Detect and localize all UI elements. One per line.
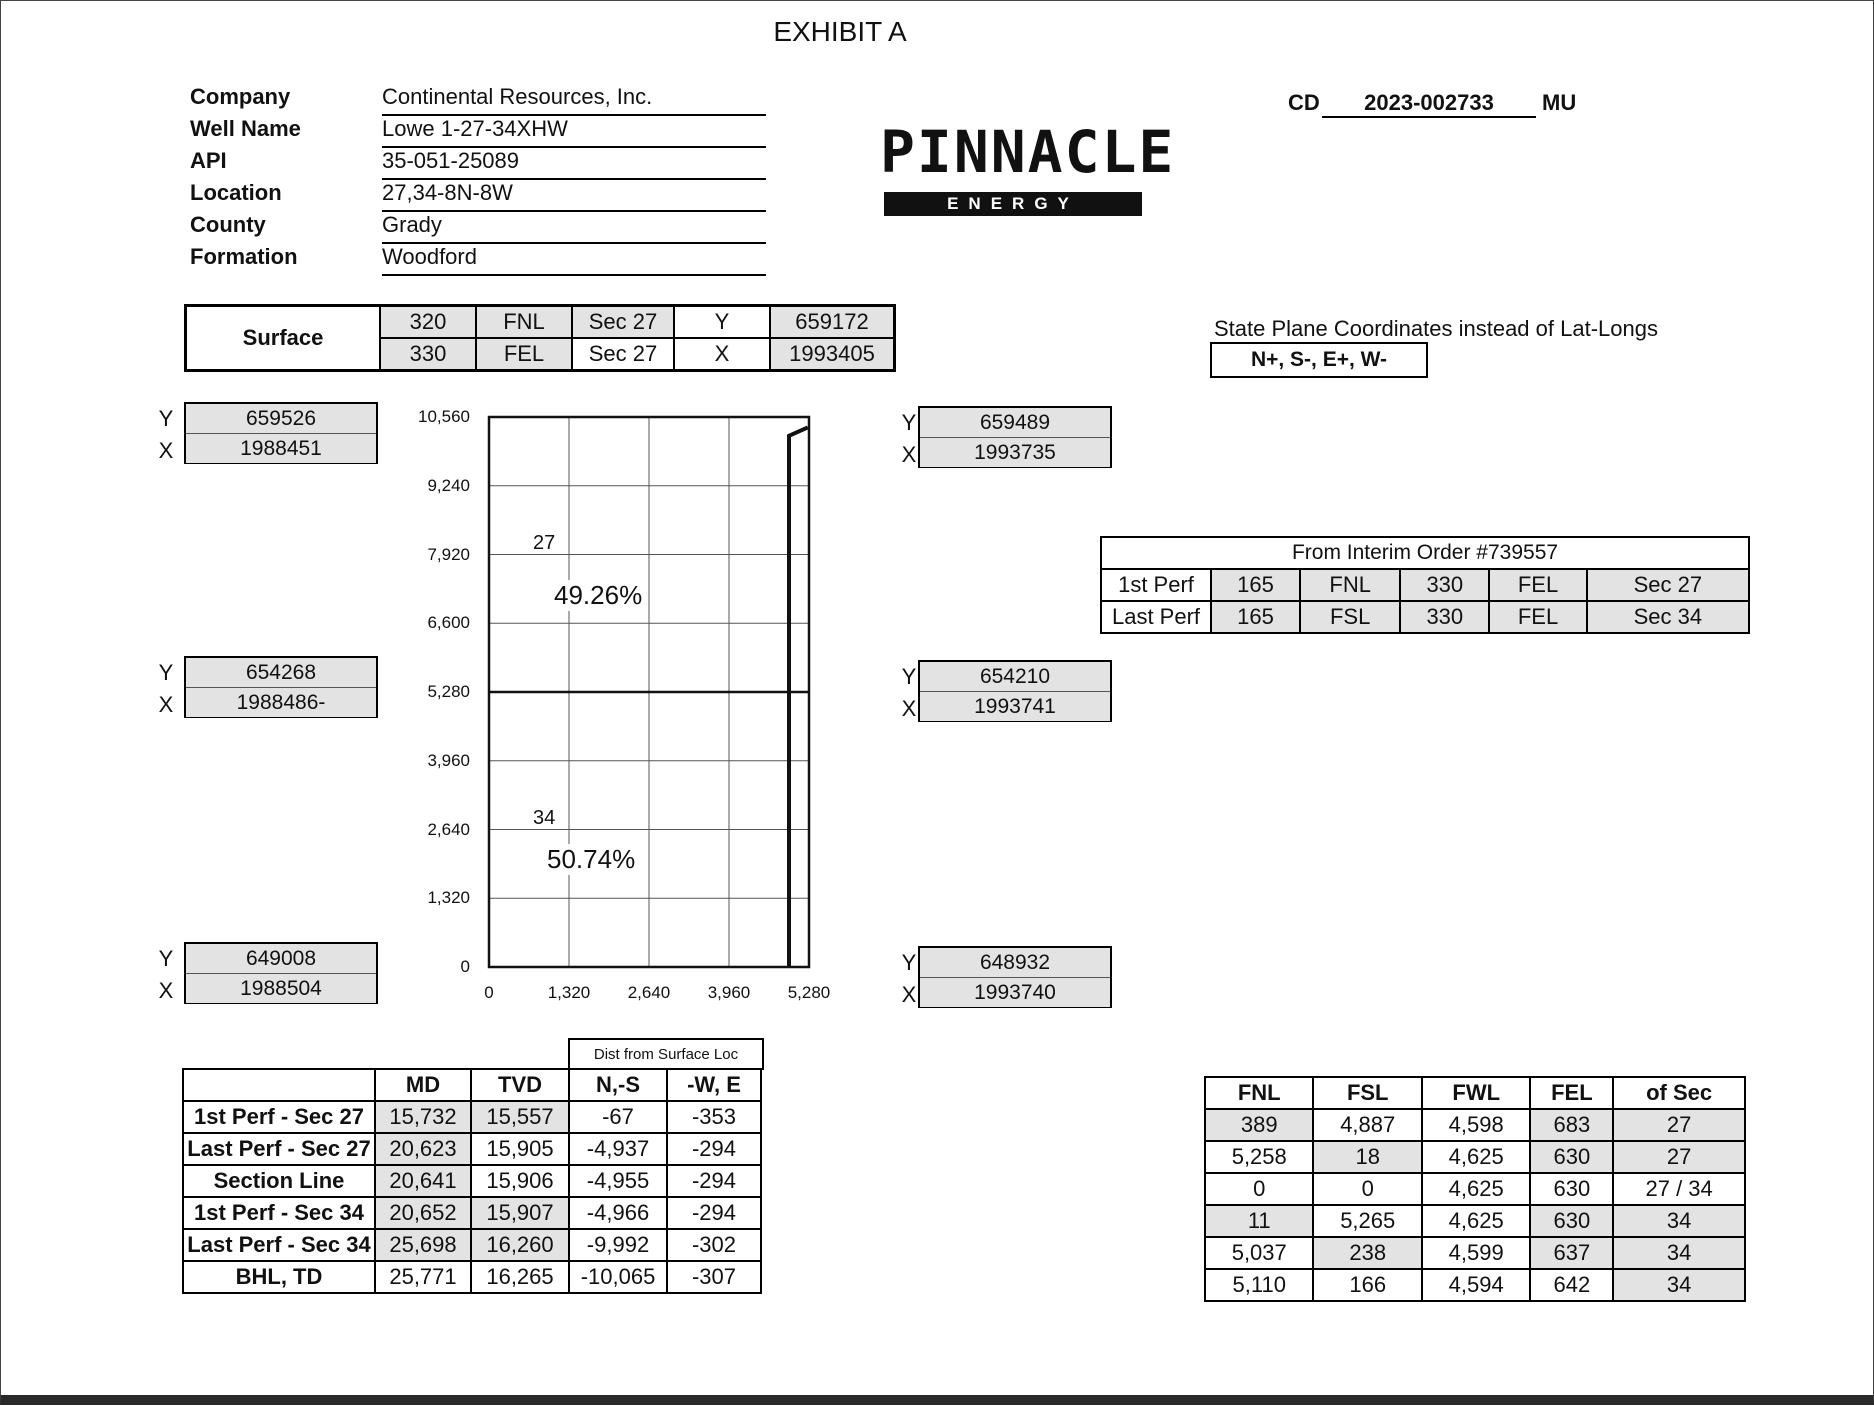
y-tick-label: 6,600: [427, 613, 470, 633]
surface-cell: Y: [674, 306, 770, 339]
value-well-name: Lowe 1-27-34XHW: [382, 116, 766, 148]
footage-cell: 27 / 34: [1613, 1173, 1745, 1205]
y-tick-label: 2,640: [427, 819, 470, 839]
footage-cell: 238: [1313, 1237, 1421, 1269]
dist-row: [183, 1101, 761, 1133]
footage-header: FEL: [1530, 1077, 1613, 1109]
interim-cell: Last Perf: [1101, 601, 1211, 633]
label-company: Company: [190, 84, 291, 109]
dist-cell: 15,905: [471, 1133, 569, 1165]
dist-cell: 16,260: [471, 1229, 569, 1261]
x-axis-letter: X: [158, 692, 174, 717]
footage-row: [1205, 1237, 1745, 1269]
y-tick-label: 5,280: [427, 682, 470, 701]
footage-row: [1205, 1205, 1745, 1237]
well-path: [789, 427, 808, 967]
footage-row: [1205, 1109, 1745, 1141]
dist-cell: -4,937: [569, 1133, 667, 1165]
cd-suffix: MU: [1542, 90, 1577, 115]
dist-cell: Section Line: [183, 1165, 375, 1197]
y-tick-label: 9,240: [427, 475, 470, 495]
coord-box-left-mid: [184, 656, 378, 718]
dist-cell: 20,641: [375, 1165, 471, 1197]
footage-cell: 5,037: [1205, 1237, 1313, 1269]
value-api: 35-051-25089: [382, 148, 766, 180]
surface-table: [184, 304, 896, 372]
label-location: Location: [190, 180, 282, 205]
dist-cell: 20,652: [375, 1197, 471, 1229]
footage-row: [1205, 1173, 1745, 1205]
y-tick-label: 0: [460, 957, 470, 976]
x-axis-letter: X: [901, 442, 917, 467]
logo-wordmark: PINNACLE: [880, 118, 1176, 186]
x-tick-label: 0: [484, 983, 494, 1002]
cd-number: 2023-002733: [1322, 90, 1536, 118]
footage-cell: 683: [1530, 1109, 1613, 1141]
footage-header: FSL: [1313, 1077, 1421, 1109]
x-tick-label: 3,960: [707, 983, 751, 1002]
y-tick-label: 10,560: [418, 407, 470, 426]
page-title: EXHIBIT A: [773, 16, 907, 47]
dist-row: [183, 1229, 761, 1261]
section-plat-chart: [400, 400, 840, 1000]
dist-cell: 25,698: [375, 1229, 471, 1261]
interim-cell: Sec 34: [1587, 601, 1749, 633]
x-tick-label: 2,640: [627, 983, 671, 1002]
interim-cell: FNL: [1300, 569, 1400, 601]
state-plane-convention: N+, S-, E+, W-: [1210, 342, 1428, 378]
coord-y: 649008: [186, 944, 376, 973]
section-percent-label: 50.74%: [547, 844, 636, 874]
x-axis-letter: X: [901, 696, 917, 721]
coord-x: 1988504: [186, 973, 376, 1003]
label-well-name: Well Name: [190, 116, 301, 141]
surface-cell: 1993405: [770, 338, 895, 371]
dist-cell: 15,907: [471, 1197, 569, 1229]
interim-cell: 165: [1211, 601, 1300, 633]
y-axis-letter: Y: [158, 660, 174, 685]
coord-y: 654210: [920, 662, 1110, 691]
dist-cell: -10,065: [569, 1261, 667, 1293]
coord-x: 1993735: [920, 437, 1110, 467]
interim-cell: FEL: [1489, 569, 1586, 601]
interim-cell: Sec 27: [1587, 569, 1749, 601]
value-location: 27,34-8N-8W: [382, 180, 766, 212]
dist-cell: 15,906: [471, 1165, 569, 1197]
value-formation: Woodford: [382, 244, 766, 276]
y-tick-label: 7,920: [427, 544, 470, 564]
surface-cell: Sec 27: [572, 338, 674, 371]
coord-box-right-mid: [918, 660, 1112, 722]
surface-cell: FNL: [476, 306, 572, 339]
cd-prefix: CD: [1288, 90, 1320, 115]
footage-row: [1205, 1141, 1745, 1173]
footage-row: [1205, 1269, 1745, 1301]
coord-x: 1993740: [920, 977, 1110, 1007]
y-axis-letter: Y: [901, 950, 917, 975]
dist-header: -W, E: [667, 1069, 761, 1101]
coord-y: 648932: [920, 948, 1110, 977]
surface-cell: Sec 27: [572, 306, 674, 339]
footage-cell: 4,594: [1422, 1269, 1530, 1301]
surface-cell: 320: [380, 306, 476, 339]
interim-cell: 330: [1400, 569, 1489, 601]
logo-subtitle: ENERGY: [884, 192, 1142, 216]
interim-order-table: [1100, 536, 1750, 634]
dist-cell: 15,732: [375, 1101, 471, 1133]
footage-cell: 4,625: [1422, 1205, 1530, 1237]
dist-cell: 25,771: [375, 1261, 471, 1293]
state-plane-label: State Plane Coordinates instead of Lat-Longs: [1214, 316, 1658, 341]
dist-row: [183, 1133, 761, 1165]
coord-x: 1993741: [920, 691, 1110, 721]
dist-cell: -353: [667, 1101, 761, 1133]
surface-cell: FEL: [476, 338, 572, 371]
footage-cell: 637: [1530, 1237, 1613, 1269]
label-api: API: [190, 148, 227, 173]
y-tick-label: 3,960: [427, 750, 470, 770]
x-axis-letter: X: [158, 978, 174, 1003]
dist-cell: -4,955: [569, 1165, 667, 1197]
y-axis-letter: Y: [158, 406, 174, 431]
dist-row: [183, 1165, 761, 1197]
section-number-label: 27: [533, 532, 556, 554]
dist-cell: -294: [667, 1133, 761, 1165]
dist-cell: 16,265: [471, 1261, 569, 1293]
footage-cell: 4,887: [1313, 1109, 1421, 1141]
footage-cell: 0: [1313, 1173, 1421, 1205]
footage-header: FWL: [1422, 1077, 1530, 1109]
footage-cell: 34: [1613, 1205, 1745, 1237]
y-tick-label: 1,320: [427, 888, 470, 908]
footage-cell: 4,625: [1422, 1173, 1530, 1205]
footage-cell: 5,110: [1205, 1269, 1313, 1301]
surface-cell: 659172: [770, 306, 895, 339]
footage-cell: 27: [1613, 1109, 1745, 1141]
y-axis-letter: Y: [901, 410, 917, 435]
coord-box-left-bot: [184, 942, 378, 1004]
dist-header: N,-S: [569, 1069, 667, 1101]
footage-cell: 5,258: [1205, 1141, 1313, 1173]
footage-cell: 11: [1205, 1205, 1313, 1237]
dist-cell: -9,992: [569, 1229, 667, 1261]
interim-cell: 1st Perf: [1101, 569, 1211, 601]
footage-cell: 630: [1530, 1205, 1613, 1237]
interim-cell: 165: [1211, 569, 1300, 601]
interim-cell: FSL: [1300, 601, 1400, 633]
dist-table: [182, 1068, 762, 1294]
footage-cell: 27: [1613, 1141, 1745, 1173]
section-number-label: 34: [533, 807, 556, 829]
interim-order-title: From Interim Order #739557: [1101, 537, 1749, 569]
coord-box-left-top: [184, 402, 378, 464]
dist-cell: Last Perf - Sec 27: [183, 1133, 375, 1165]
dist-cell: 20,623: [375, 1133, 471, 1165]
coord-box-right-bot: [918, 946, 1112, 1008]
coord-y: 659489: [920, 408, 1110, 437]
footage-cell: 630: [1530, 1141, 1613, 1173]
dist-header: MD: [375, 1069, 471, 1101]
x-tick-label: 5,280: [787, 983, 831, 1002]
dist-cell: 1st Perf - Sec 27: [183, 1101, 375, 1133]
y-axis-letter: Y: [901, 664, 917, 689]
label-county: County: [190, 212, 266, 237]
footage-cell: 642: [1530, 1269, 1613, 1301]
dist-cell: -294: [667, 1197, 761, 1229]
dist-cell: 15,557: [471, 1101, 569, 1133]
footage-cell: 18: [1313, 1141, 1421, 1173]
footage-cell: 4,625: [1422, 1141, 1530, 1173]
dist-cell: BHL, TD: [183, 1261, 375, 1293]
interim-cell: 330: [1400, 601, 1489, 633]
footage-cell: 630: [1530, 1173, 1613, 1205]
section-percent-label: 49.26%: [554, 580, 643, 610]
label-formation: Formation: [190, 244, 298, 269]
surface-cell: 330: [380, 338, 476, 371]
x-axis-letter: X: [901, 982, 917, 1007]
footage-cell: 166: [1313, 1269, 1421, 1301]
value-county: Grady: [382, 212, 766, 244]
interim-cell: FEL: [1489, 601, 1586, 633]
footage-cell: 389: [1205, 1109, 1313, 1141]
surface-cell: X: [674, 338, 770, 371]
y-axis-letter: Y: [158, 946, 174, 971]
footage-cell: 5,265: [1313, 1205, 1421, 1237]
footage-header: of Sec: [1613, 1077, 1745, 1109]
coord-box-right-top: [918, 406, 1112, 468]
coord-x: 1988451: [186, 433, 376, 463]
value-company: Continental Resources, Inc.: [382, 84, 766, 116]
coord-y: 654268: [186, 658, 376, 687]
footage-header: FNL: [1205, 1077, 1313, 1109]
dist-row: [183, 1197, 761, 1229]
footage-cell: 4,598: [1422, 1109, 1530, 1141]
dist-cell: -294: [667, 1165, 761, 1197]
dist-cell: -302: [667, 1229, 761, 1261]
dist-group-header: Dist from Surface Loc: [568, 1038, 764, 1070]
coord-x: 1988486-: [186, 687, 376, 717]
footage-cell: 34: [1613, 1237, 1745, 1269]
dist-header: TVD: [471, 1069, 569, 1101]
x-tick-label: 1,320: [547, 983, 591, 1002]
dist-header: [183, 1069, 375, 1101]
footage-cell: 4,599: [1422, 1237, 1530, 1269]
dist-cell: Last Perf - Sec 34: [183, 1229, 375, 1261]
footage-cell: 34: [1613, 1269, 1745, 1301]
footage-cell: 0: [1205, 1173, 1313, 1205]
dist-cell: -307: [667, 1261, 761, 1293]
x-axis-letter: X: [158, 438, 174, 463]
company-logo: [880, 118, 1176, 222]
dist-cell: -67: [569, 1101, 667, 1133]
dist-row: [183, 1261, 761, 1293]
coord-y: 659526: [186, 404, 376, 433]
dist-cell: -4,966: [569, 1197, 667, 1229]
footage-table: [1204, 1076, 1746, 1302]
surface-label: Surface: [186, 306, 381, 371]
dist-cell: 1st Perf - Sec 34: [183, 1197, 375, 1229]
